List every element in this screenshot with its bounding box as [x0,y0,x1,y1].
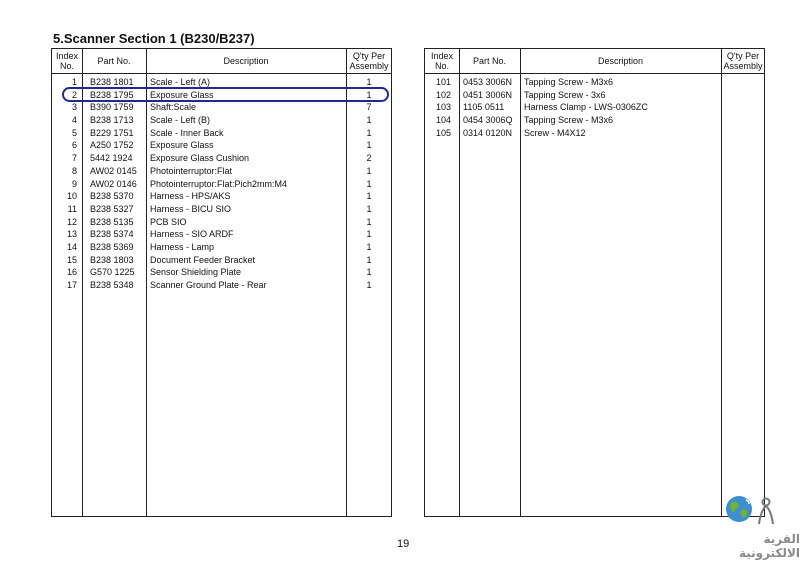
cell-qty: 1 [366,191,372,202]
cell-index: 9 [71,178,77,189]
cell-part-no: A250 1752 [90,140,134,151]
table-row [52,139,391,152]
cell-index: 8 [71,165,77,176]
cell-qty: 1 [366,127,372,138]
cell-qty: 2 [366,153,372,164]
table-row [52,114,391,127]
cell-index: 4 [71,115,77,126]
cell-description: Photointerruptor:Flat [150,165,233,176]
cell-index: 17 [66,280,77,290]
cell-description: Scanner Ground Plate - Rear [150,280,267,290]
globe-icon [724,494,754,524]
logo-figure-icon [754,496,778,526]
cell-index: 10 [66,191,77,202]
cell-qty: 1 [366,203,372,214]
cell-description: Exposure Glass [150,89,214,100]
parts-list-right [425,76,764,139]
cell-part-no: AW02 0145 [90,165,137,176]
cell-part-no: 0314 0120N [463,127,513,138]
cell-index: 12 [66,216,77,227]
header-divider [425,73,764,74]
header-part-no: Part No. [472,56,506,66]
parts-table-left [51,48,392,517]
table-row [52,152,391,165]
cell-part-no: B390 1759 [90,102,134,113]
header-index: Index No. [55,51,79,71]
cell-description: Scale - Left (A) [150,77,211,87]
cell-qty: 1 [366,241,372,252]
cell-description: Tapping Screw - M3x6 [524,77,614,87]
cell-qty: 1 [366,89,372,100]
cell-index: 105 [435,127,451,138]
table-row [425,127,764,140]
header-qty: Q'ty Per Assembly [349,51,389,71]
cell-qty: 7 [366,102,372,113]
table-row [425,114,764,127]
table-row [52,254,391,267]
cell-qty: 1 [366,140,372,151]
cell-description: Tapping Screw - 3x6 [524,89,606,100]
cell-description: Exposure Glass [150,140,214,151]
cell-description: Harness - Lamp [150,241,215,252]
cell-part-no: B238 5327 [90,203,134,214]
cell-index: 7 [71,153,77,164]
cell-description: Photointerruptor:Flat:Pich2mm:M4 [150,178,288,189]
cell-index: 11 [67,203,77,214]
cell-index: 103 [435,102,451,113]
table-row [52,127,391,140]
cell-part-no: B238 1713 [90,115,134,126]
cell-index: 104 [435,115,451,126]
header-index: Index No. [430,51,454,71]
cell-description: Exposure Glass Cushion [150,153,250,164]
cell-index: 102 [435,89,451,100]
page-title: 5.Scanner Section 1 (B230/B237) [53,31,255,46]
table-row [52,241,391,254]
cell-qty: 1 [366,229,372,240]
logo-text: القرية الالكترونية [738,532,800,560]
cell-description: Scale - Inner Back [150,127,224,138]
cell-description: Harness - HPS/AKS [150,191,231,202]
header-description: Description [223,56,269,66]
cell-index: 3 [71,102,77,113]
cell-description: Tapping Screw - M3x6 [524,115,614,126]
cell-description: Sensor Shielding Plate [150,267,242,278]
cell-index: 1 [71,77,77,87]
cell-part-no: 5442 1924 [90,153,133,164]
logo [700,492,800,560]
cell-index: 15 [66,254,77,265]
page-number: 19 [397,538,410,550]
cell-index: 14 [66,241,77,252]
header-qty: Q'ty Per Assembly [723,51,763,71]
cell-qty: 1 [366,115,372,126]
cell-qty: 1 [366,77,372,87]
header-divider [52,73,391,74]
cell-qty: 1 [366,254,372,265]
cell-part-no: B238 5348 [90,280,134,290]
cell-part-no: B238 5370 [90,191,134,202]
cell-qty: 1 [366,178,372,189]
table-row [425,76,764,89]
cell-description: Shaft:Scale [150,102,197,113]
cell-part-no: 0454 3006Q [463,115,513,126]
cell-part-no: B238 1801 [90,77,134,87]
cell-part-no: B238 5374 [90,229,134,240]
cell-qty: 1 [366,216,372,227]
cell-index: 101 [435,77,451,87]
table-row [52,165,391,178]
header-part-no: Part No. [97,56,131,66]
cell-index: 13 [66,229,77,240]
table-row [52,216,391,229]
header-description: Description [597,56,644,66]
cell-index: 6 [71,140,77,151]
cell-part-no: G570 1225 [90,267,135,278]
cell-part-no: 1105 0511 [463,102,505,113]
highlight-oval [62,87,389,102]
cell-description: Scale - Left (B) [150,115,211,126]
cell-description: Harness - BICU SIO [150,203,232,214]
cell-qty: 1 [366,165,372,176]
cell-qty: 1 [366,280,372,290]
cell-index: 2 [71,89,77,100]
cell-part-no: 0453 3006N [463,77,513,87]
table-row [52,279,391,292]
parts-table-right [424,48,765,517]
table-row [425,101,764,114]
table-row [52,266,391,279]
table-row [52,190,391,203]
parts-list-left [52,76,391,292]
cell-description: Harness - SIO ARDF [150,229,234,240]
cell-description: PCB SIO [150,216,187,227]
cell-part-no: B238 5135 [90,216,134,227]
cell-description: Screw - M4X12 [524,127,586,138]
cell-part-no: B238 1795 [90,89,134,100]
cell-part-no: B238 1803 [90,254,134,265]
table-row [52,101,391,114]
cell-index: 5 [71,127,77,138]
table-row [425,89,764,102]
table-row [52,228,391,241]
table-row [52,178,391,191]
cell-description: Document Feeder Bracket [150,254,256,265]
cell-qty: 1 [366,267,372,278]
cell-part-no: 0451 3006N [463,89,513,100]
cell-index: 16 [66,267,77,278]
cell-description: Harness Clamp - LWS-0306ZC [524,102,648,113]
cell-part-no: B229 1751 [90,127,134,138]
cell-part-no: AW02 0146 [90,178,137,189]
table-row [52,203,391,216]
cell-part-no: B238 5369 [90,241,134,252]
